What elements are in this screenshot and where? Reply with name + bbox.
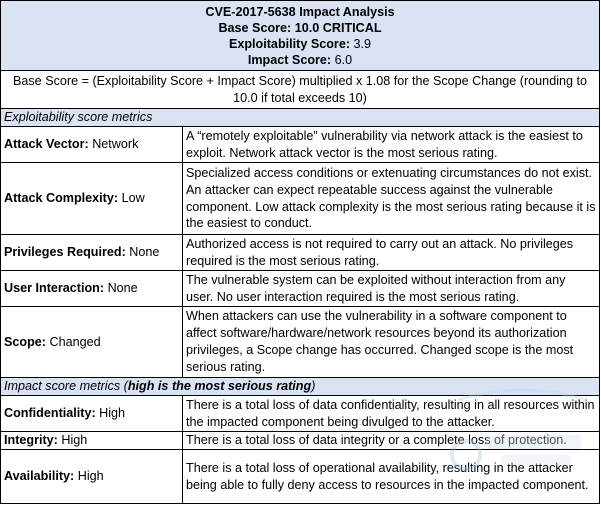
page-title: CVE-2017-5638 Impact Analysis <box>205 4 395 19</box>
metric-name: Privileges Required: <box>4 245 126 260</box>
metric-value: High <box>95 406 126 421</box>
metric-name: Attack Vector: <box>4 137 89 152</box>
exploitability-section-row <box>1 109 600 127</box>
impact-score <box>4 52 596 68</box>
formula-row <box>1 71 600 109</box>
metric-value: None <box>104 281 138 296</box>
header-cell <box>1 1 600 71</box>
impact-score-value: 6.0 <box>331 52 353 67</box>
metric-row-integrity <box>1 432 600 450</box>
metric-value: High <box>57 433 88 448</box>
impact-section-title-start: Impact score metrics ( <box>4 379 128 394</box>
metric-row-attack-complexity <box>1 163 600 235</box>
metric-row-scope <box>1 307 600 378</box>
metric-value: High <box>74 469 104 484</box>
metric-label <box>1 396 183 432</box>
metric-label <box>1 432 183 450</box>
impact-score-label: Impact Score: <box>247 52 332 67</box>
metric-description: A “remotely exploitable” vulnerability via network attack is the easiest to exploit. Network attack vector is the most serious rating. <box>183 127 600 163</box>
metric-name: Scope: <box>4 334 46 349</box>
metric-label <box>1 450 183 504</box>
exploitability-score-value: 3.9 <box>350 36 372 51</box>
metric-label <box>1 163 183 235</box>
impact-section-title-bold: high is the most serious rating <box>127 379 312 394</box>
metric-value: None <box>125 245 160 260</box>
metric-row-attack-vector <box>1 127 600 163</box>
metric-description: There is a total loss of operational availability, resulting in the attacker being able to fully deny access to resources in the impacted component. <box>183 450 600 504</box>
exploitability-score <box>4 36 596 52</box>
impact-section-row <box>1 378 600 396</box>
metric-label <box>1 271 183 307</box>
base-score: Base Score: 10.0 CRITICAL <box>218 20 382 35</box>
metric-row-availability <box>1 450 600 504</box>
metric-row-privileges-required <box>1 235 600 271</box>
header-row <box>1 1 600 71</box>
impact-section-title <box>1 378 600 396</box>
metric-name: Integrity: <box>4 433 58 448</box>
metric-row-confidentiality <box>1 396 600 432</box>
metric-name: Confidentiality: <box>4 406 96 421</box>
metric-name: Availability: <box>4 469 75 484</box>
metric-description: Specialized access conditions or extenuating circumstances do not exist. An attacker can expect repeatable success against the vulnerable component. Low attack complexity is the most serious rating because it is the easiest to conduct. <box>183 163 600 235</box>
exploitability-section-title: Exploitability score metrics <box>1 109 600 127</box>
metric-name: Attack Complexity: <box>4 191 119 206</box>
metric-description: When attackers can use the vulnerability in a software component to affect software/hardware/network resources beyond its authorization privileges, a Scope change has occurred. Changed scope is the most serious rating. <box>183 307 600 378</box>
metric-value: Changed <box>46 334 101 349</box>
metric-label <box>1 235 183 271</box>
metric-value: Network <box>88 137 139 152</box>
exploitability-score-label: Exploitability Score: <box>228 36 351 51</box>
metric-description: There is a total loss of data integrity or a complete loss of protection. <box>183 432 600 450</box>
metric-name: User Interaction: <box>4 281 105 296</box>
formula-text: Base Score = (Exploitability Score + Impact Score) multiplied x 1.08 for the Scope Change (rounding to 10.0 if total exceeds 10) <box>1 71 600 109</box>
metric-description: Authorized access is not required to carry out an attack. No privileges required is the most serious rating. <box>183 235 600 271</box>
metric-label <box>1 127 183 163</box>
metric-row-user-interaction <box>1 271 600 307</box>
metric-description: There is a total loss of data confidentiality, resulting in all resources within the impacted component being divulged to the attacker. <box>183 396 600 432</box>
metric-value: Low <box>118 191 145 206</box>
metric-description: The vulnerable system can be exploited without interaction from any user. No user interaction required is the most serious rating. <box>183 271 600 307</box>
impact-section-title-end: ) <box>311 379 316 394</box>
metric-label <box>1 307 183 378</box>
